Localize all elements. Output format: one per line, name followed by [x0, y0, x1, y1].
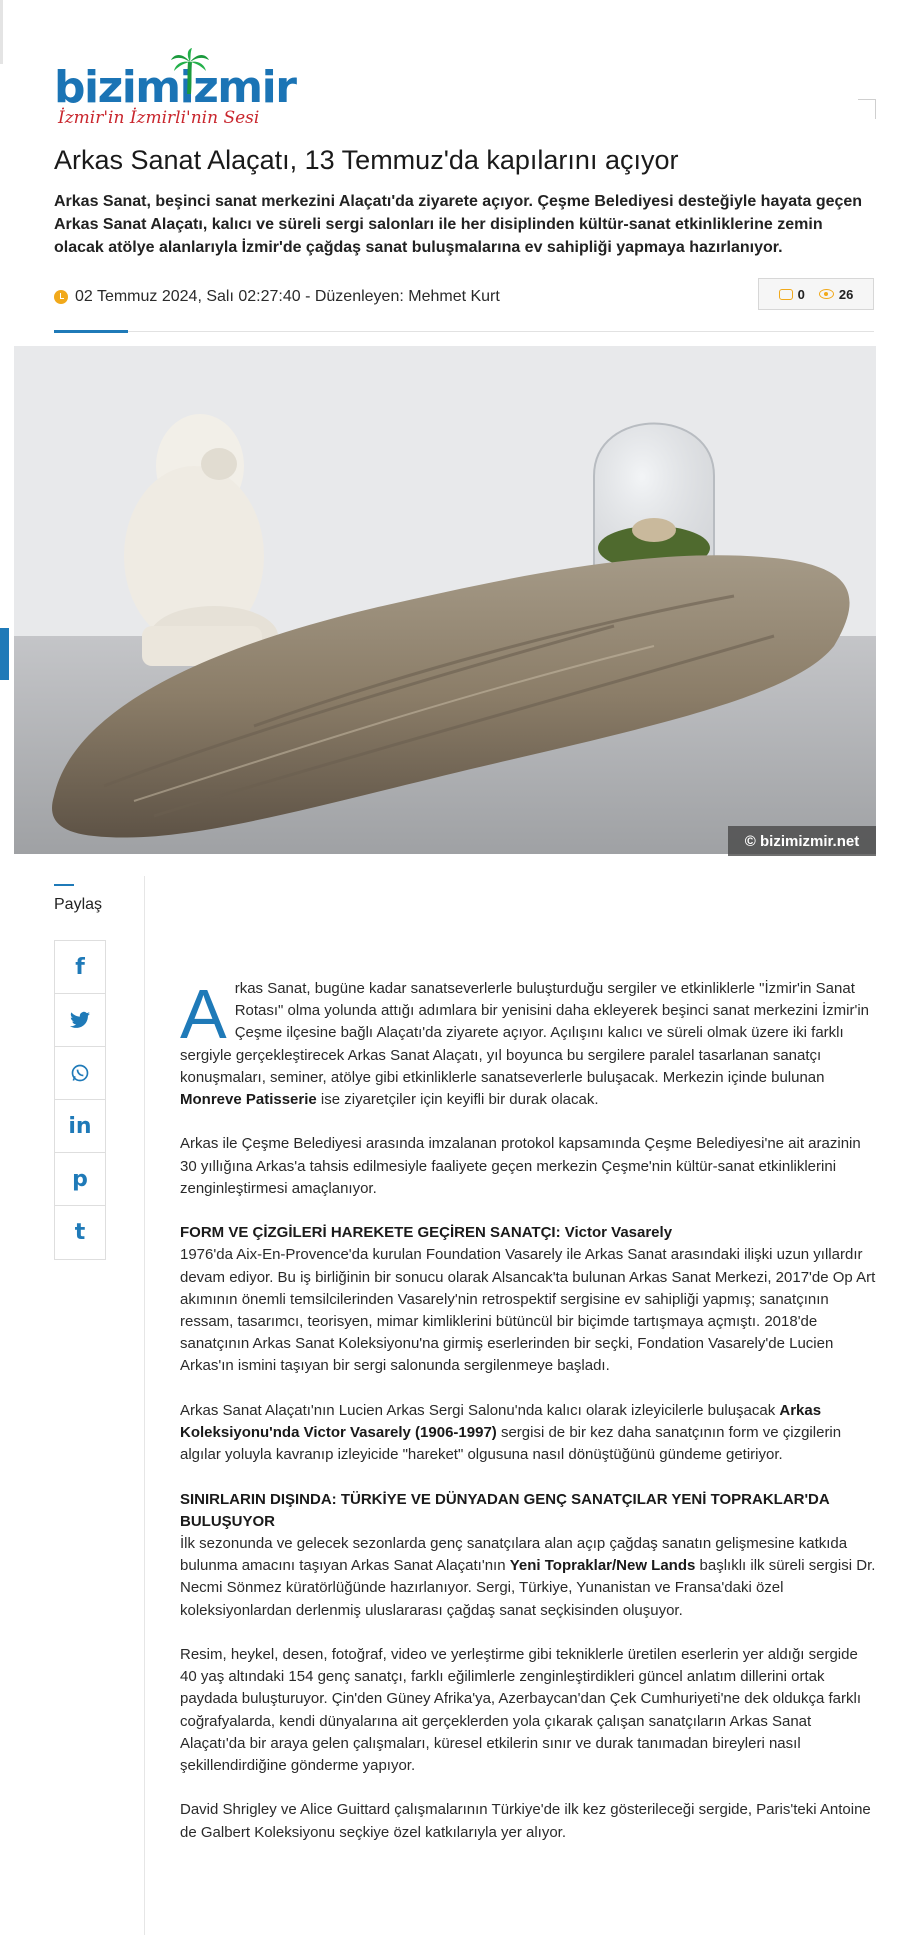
paragraph-1 — [180, 975, 876, 1111]
paragraph-text: rkas Sanat, bugüne kadar sanatseverlerle buluşturduğu sergiler ve etkinliklerle "İzmir'in Sanat Rotası" olma yolunda attığı adımlara bir yenisini daha ekleyerek beşinci sanat merkezini İzmir'in Çeşme ilçesine bağlı Alaçatı'da ziyarete açıyor. Açılışını kalıcı ve süreli olmak üzere iki farklı sergiyle gerçekleştirecek Arkas Sanat Alaçatı, yıl boyunca bu sergilere paralel tasarlanan sanatçı konuşmaları, seminer, atölye gibi etkinliklerle sanatseverlerle buluşacak. Merkezin içinde bulunan — [180, 980, 870, 1086]
paragraph-7: David Shrigley ve Alice Guittard çalışmalarının Türkiye'de ilk kez gösterileceği sergide, Paris'teki Antoine de Galbert Koleksiyonu seçkiye özel katkılarıyla yer alıyor. — [180, 1801, 871, 1841]
article-meta — [54, 288, 500, 306]
share-accent — [54, 884, 74, 886]
comment-count[interactable] — [779, 287, 805, 302]
tumblr-icon: t — [74, 1220, 86, 1245]
share-pinterest-button[interactable] — [55, 1153, 105, 1206]
publish-date-author: 02 Temmuz 2024, Salı 02:27:40 - Düzenleyen: Mehmet Kurt — [75, 288, 500, 305]
paragraph-text: başlıklı ilk süreli sergisi Dr. Necmi Sönmez küratörlüğünde hazırlanıyor. Sergi, Türkiye, Yunanistan ve Fransa'daki özel koleksiyonlardan derlenmiş uluslararası çağdaş sanat seçkisinden oluşuyor. — [180, 1557, 876, 1619]
content-separator — [144, 876, 145, 1935]
hero-photo — [14, 346, 876, 854]
paragraph-text: İlk sezonunda ve gelecek sezonlarda genç sanatçılara alan açıp çağdaş sanatın gelişmesine katkıda bulunma amacını taşıyan Arkas Sanat Alaçatı'nın — [180, 1535, 848, 1575]
article-body — [180, 975, 876, 1866]
linkedin-icon: in — [68, 1113, 92, 1139]
view-count — [819, 287, 853, 302]
menu-corner-icon[interactable] — [858, 99, 876, 119]
article-stats — [758, 278, 874, 310]
section-heading-1: FORM VE ÇİZGİLERİ HAREKETE GEÇİREN SANATÇI: Victor Vasarely — [180, 1224, 673, 1242]
share-buttons — [54, 940, 106, 1260]
header-divider-accent — [54, 330, 128, 333]
paragraph-text: sergisi de bir kez daha sanatçının form ve çizgilerin algılar yoluyla kavranıp izleyicide "hareket" olgusuna nasıl dönüştüğünü gündeme getiriyor. — [180, 1424, 842, 1464]
paragraph-5 — [180, 1533, 876, 1622]
section-heading-2: SINIRLARIN DIŞINDA: TÜRKİYE VE DÜNYADAN GENÇ SANATÇILAR YENİ TOPRAKLAR'DA BULUŞUYOR — [180, 1490, 830, 1530]
paragraph-4 — [180, 1400, 876, 1467]
facebook-icon: f — [75, 954, 85, 980]
bold-text: Monreve Patisserie — [180, 1091, 317, 1109]
share-linkedin-button[interactable] — [55, 1100, 105, 1153]
image-credit: © bizimizmir.net — [728, 826, 876, 856]
bold-text: Yeni Topraklar/New Lands — [509, 1557, 696, 1575]
comment-icon — [779, 289, 793, 300]
logo-wordmark: bizimizmir — [54, 62, 296, 113]
clock-icon — [54, 290, 68, 304]
glass-dome-shape — [594, 424, 714, 577]
share-whatsapp-button[interactable] — [55, 1047, 105, 1100]
paragraph-text: ise ziyaretçiler için keyifli bir durak olacak. — [316, 1091, 599, 1109]
side-tab[interactable] — [0, 628, 9, 680]
paragraph-3: 1976'da Aix-En-Provence'da kurulan Foundation Vasarely ile Arkas Sanat arasındaki ilişki uzun yıllardır devam ediyor. Bu iş birliğinin bir sonucu olarak Alsancak'ta bulunan Arkas Sanat Merkezi, 2017'de Op Art akımının önemli temsilcilerinden Vasarely'nin retrospektif sergisine ev sahipliği yapmış; sanatçının ressam, tasarımcı, teorisyen, mimar kimliklerini bütüncül bir biçimde tartışmaya açmıştı. 2018'de sanatçının Arkas Sanat Koleksiyonu'na girmiş eserlerinden bir seçki, Fondation Vasarely'de Lucien Arkas'ın ismini taşıyan bir sergi salonunda sergilenmeye başladı. — [180, 1246, 876, 1375]
palm-tree-icon — [170, 48, 210, 94]
header-divider — [54, 331, 874, 332]
twitter-icon — [70, 1011, 90, 1029]
bold-text: Arkas Koleksiyonu'nda Victor Vasarely (1906-1997) — [180, 1401, 822, 1442]
article-hero-image — [14, 346, 876, 854]
share-facebook-button[interactable] — [55, 941, 105, 994]
article-summary: Arkas Sanat, beşinci sanat merkezini Alaçatı'da ziyarete açıyor. Çeşme Belediyesi desteğiyle hayata geçen Arkas Sanat Alaçatı, kalıcı ve süreli sergi salonları ile her disiplinden kültür-sanat etkinliklerine zemin olacak atölye alanlarıyla İzmir'de çağdaş sanat buluşmalarına ev sahipliği yapmaya hazırlanıyor. — [54, 193, 863, 256]
eye-icon — [819, 289, 834, 299]
share-twitter-button[interactable] — [55, 994, 105, 1047]
dropcap: A — [180, 975, 227, 1053]
paragraph-2: Arkas ile Çeşme Belediyesi arasında imzalanan protokol kapsamında Çeşme Belediyesi'ne ait arazinin 30 yıllığına Arkas'a tahsis edilmesiyle faaliyete geçen merkezin Çeşme'nin kültür-sanat etkinliklerini zenginleştirmesi amaçlanıyor. — [180, 1135, 861, 1197]
view-count-value: 26 — [838, 286, 854, 302]
paragraph-text: Arkas Sanat Alaçatı'nın Lucien Arkas Sergi Salonu'nda kalıcı olarak izleyicilerle buluşacak — [180, 1401, 780, 1419]
pinterest-icon: p — [72, 1166, 88, 1192]
left-edge-fragment — [0, 0, 3, 64]
whatsapp-icon — [70, 1063, 90, 1083]
article-title: Arkas Sanat Alaçatı, 13 Temmuz'da kapılarını açıyor — [54, 145, 679, 175]
site-logo[interactable] — [54, 48, 294, 138]
comment-count-value: 0 — [797, 286, 805, 302]
share-label: Paylaş — [54, 896, 103, 913]
paragraph-6: Resim, heykel, desen, fotoğraf, video ve yerleştirme gibi tekniklerle üretilen eserlerin yer aldığı sergide 40 yaş altındaki 154 genç sanatçı, farklı eğilimlerle zenginleştirdikleri güncel anlatım dillerini ortak paydada buluşturuyor. Çin'den Güney Afrika'ya, Azerbaycan'dan Çek Cumhuriyeti'ne dek oldukça farklı coğrafyalarda, kendi dünyalarına ait gerçeklerden yola çıkarak çalışan sanatçıların Arkas Sanat Alaçatı'da bir araya gelen çalışmaları, küresel etkilerin sınır ve durak tanımadan bireyleri nasıl şekillendirdiğine gönderme yapıyor. — [180, 1646, 862, 1775]
share-tumblr-button[interactable] — [55, 1206, 105, 1259]
logo-tagline: İzmir'in İzmirli'nin Sesi — [58, 108, 260, 128]
